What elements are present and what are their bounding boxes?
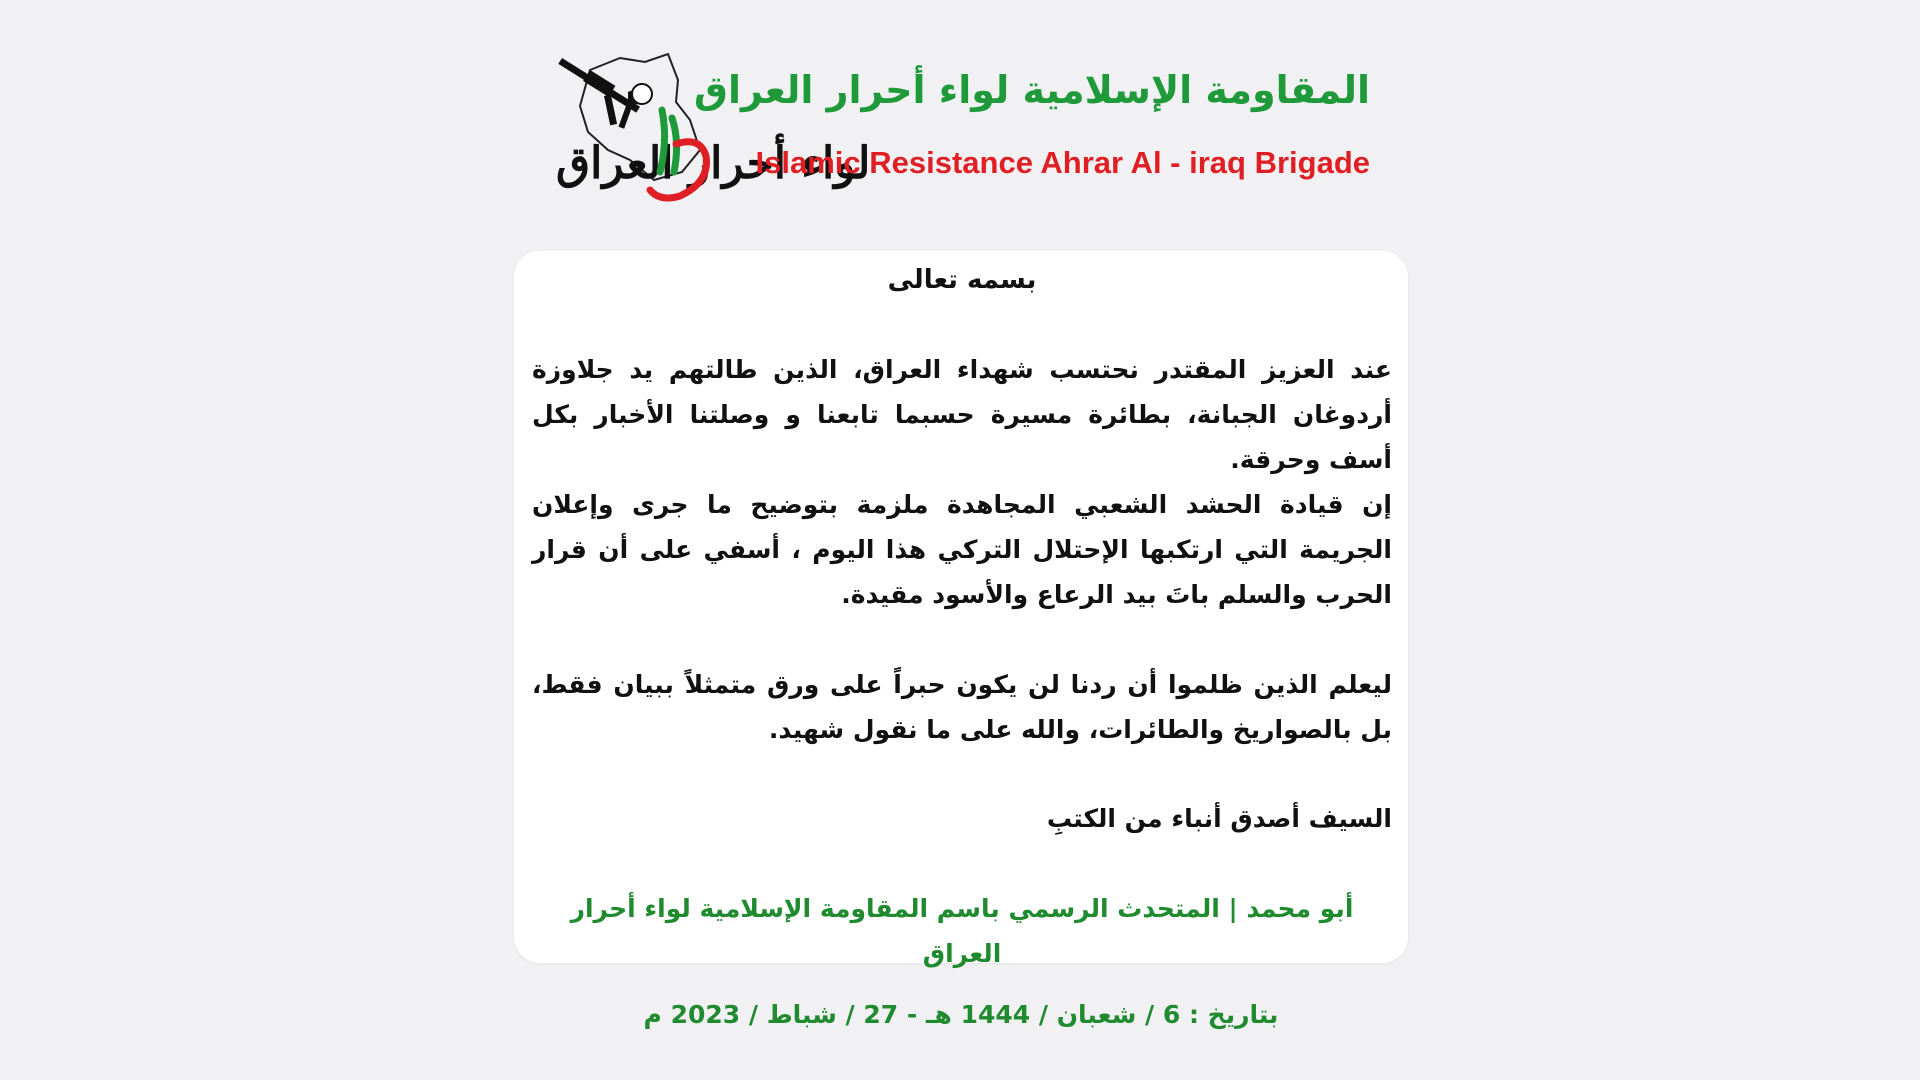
statement-card bbox=[514, 251, 1408, 968]
paragraph-3: ليعلم الذين ظلموا أن ردنا لن يكون حبراً على ورق متمثلاً ببيان فقط، بل بالصواريخ والطائرات، والله على ما نقول شهيد. bbox=[532, 670, 1392, 744]
brigade-logo bbox=[550, 40, 871, 220]
title-english: Islamic Resistance Ahrar Al - iraq Brigade bbox=[755, 145, 1370, 180]
title-arabic: المقاومة الإسلامية لواء أحرار العراق bbox=[693, 68, 1370, 112]
logo-calligraphy-black: لواء أحرار العراق bbox=[556, 138, 871, 189]
statement-body bbox=[532, 251, 1392, 968]
spokesman-signature: أبو محمد | المتحدث الرسمي باسم المقاومة الإسلامية لواء أحرار العراق bbox=[570, 894, 1354, 968]
motto: السيف أصدق أنباء من الكتبِ bbox=[1046, 804, 1392, 833]
paragraph-1: عند العزيز المقتدر نحتسب شهداء العراق، الذين طالتهم يد جلاوزة أردوغان الجبانة، بطائرة مسيرة حسبما تابعنا و وصلتنا الأخبار بكل أسف وحرقة. bbox=[532, 355, 1392, 474]
header bbox=[530, 30, 1390, 220]
paragraph-2: إن قيادة الحشد الشعبي المجاهدة ملزمة بتوضيح ما جرى وإعلان الجريمة التي ارتكبها الإحتلال التركي هذا اليوم ، أسفي على أن قرار الحرب والسلم باتَ بيد الرعاع والأسود مقيدة. bbox=[532, 490, 1392, 609]
statement-date: بتاريخ : 6 / شعبان / 1444 هـ - 27 / شباط / 2023 م bbox=[643, 1000, 1279, 1029]
basmala: بسمه تعالى bbox=[887, 265, 1037, 295]
fist-icon bbox=[632, 84, 652, 104]
